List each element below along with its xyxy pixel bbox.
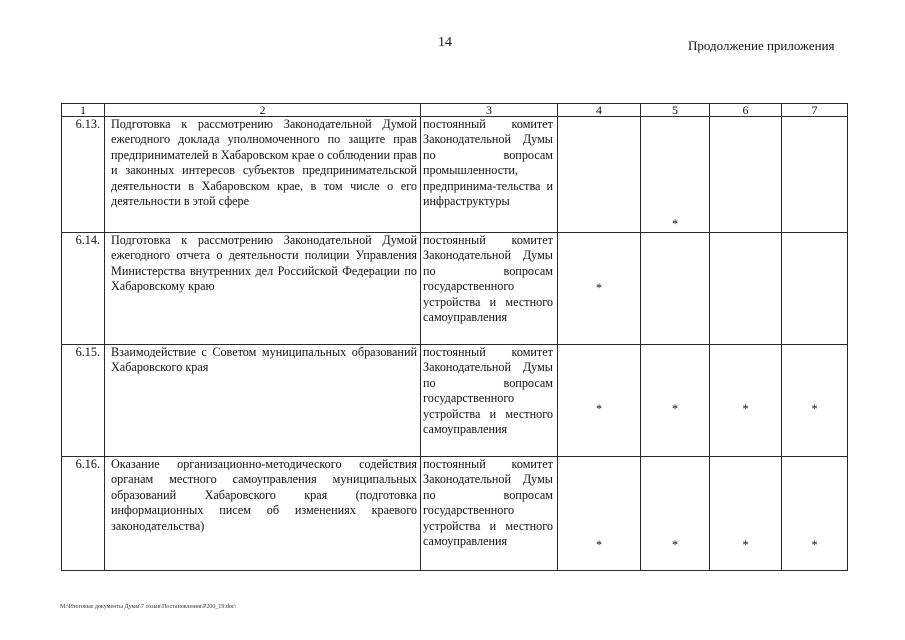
row-mark	[782, 233, 848, 345]
row-mark: *	[782, 345, 848, 457]
row-responsible: постоянный комитет Законодательной Думы по вопросам государственного устройства и местного самоуправления	[421, 233, 558, 345]
table-row	[62, 457, 848, 571]
row-mark	[710, 117, 782, 233]
row-mark: *	[641, 345, 710, 457]
table-row	[62, 233, 848, 345]
page-number: 14	[438, 35, 452, 50]
row-responsible: постоянный комитет Законодательной Думы по вопросам государственного устройства и местного самоуправления	[421, 457, 558, 571]
row-mark: *	[641, 117, 710, 233]
column-header: 2	[105, 104, 421, 117]
column-header: 6	[710, 104, 782, 117]
table-row	[62, 117, 848, 233]
row-description: Подготовка к рассмотрению Законодательной Думой ежегодного доклада уполномоченного по защите прав предпринимателей в Хабаровском крае о соблюдении прав и законных интересов субъектов предпринимательской деятельности в Хабаровском крае, в том числе о его деятельности в этой сфере	[105, 117, 421, 233]
row-mark	[641, 233, 710, 345]
row-number: 6.15.	[62, 345, 105, 457]
column-header: 5	[641, 104, 710, 117]
footer-file-path: M:\Итоговые документы Думы\7 созыв\Постановления\P200_19.doc\	[60, 604, 237, 610]
row-mark: *	[558, 457, 641, 571]
row-mark	[710, 233, 782, 345]
row-mark: *	[710, 457, 782, 571]
column-header: 3	[421, 104, 558, 117]
row-mark	[558, 117, 641, 233]
row-mark: *	[641, 457, 710, 571]
row-mark: *	[782, 457, 848, 571]
row-responsible: постоянный комитет Законодательной Думы по вопросам промышленности, предпринима-тельства и инфраструктуры	[421, 117, 558, 233]
row-description: Оказание организационно-методического содействия органам местного самоуправления муниципальных образований Хабаровского края (подготовка информационных писем об изменениях краевого законодательства)	[105, 457, 421, 571]
row-responsible: постоянный комитет Законодательной Думы по вопросам государственного устройства и местного самоуправления	[421, 345, 558, 457]
column-header: 7	[782, 104, 848, 117]
row-number: 6.14.	[62, 233, 105, 345]
table-row	[62, 345, 848, 457]
row-number: 6.13.	[62, 117, 105, 233]
row-mark	[782, 117, 848, 233]
row-description: Подготовка к рассмотрению Законодательной Думой ежегодного отчета о деятельности полиции Управления Министерства внутренних дел Российской Федерации по Хабаровскому краю	[105, 233, 421, 345]
row-number: 6.16.	[62, 457, 105, 571]
column-header: 4	[558, 104, 641, 117]
row-mark: *	[558, 345, 641, 457]
column-header: 1	[62, 104, 105, 117]
plan-table	[61, 103, 848, 571]
row-mark: *	[710, 345, 782, 457]
continuation-label: Продолжение приложения	[688, 38, 835, 53]
row-mark: *	[558, 233, 641, 345]
row-description: Взаимодействие с Советом муниципальных образований Хабаровского края	[105, 345, 421, 457]
column-header-row	[62, 104, 848, 117]
